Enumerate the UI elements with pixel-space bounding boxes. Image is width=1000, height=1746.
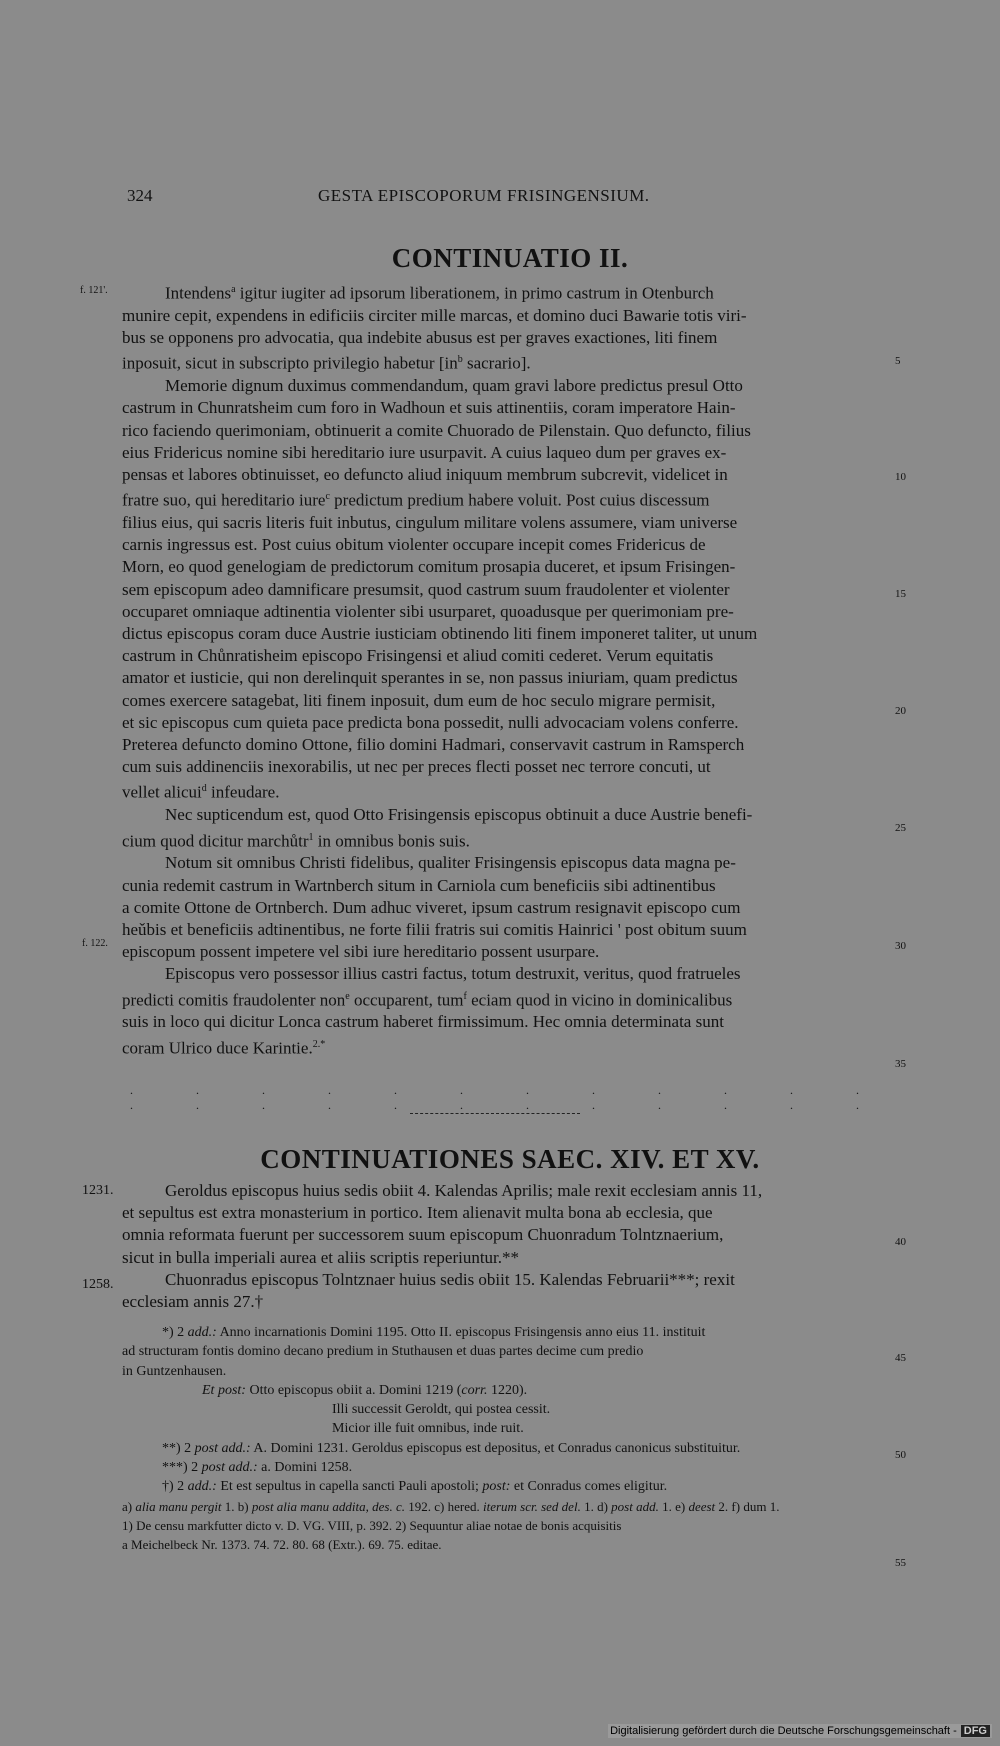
text-line: Morn, eo quod genelogiam de predictorum comitum prosapia duceret, et ipsum Frisingen- — [122, 557, 736, 577]
footnote-line: ***) 2 post add.: a. Domini 1258. — [162, 1460, 353, 1476]
text-line: castrum in Chůnratisheim episcopo Frisingensi et aliud comiti cederet. Verum equitatis — [122, 646, 714, 666]
footnote-line: Et post: Otto episcopus obiit a. Domini 1219 (corr. 1220). — [202, 1382, 528, 1398]
text-line: cum suis addinenciis inexorabilis, ut nec per preces flecti posset nec terrore concuti, ut — [122, 757, 711, 777]
text-line: amator et iusticie, qui non derelinquit sperantes in se, non passus iniuriam, quam predictus — [122, 668, 738, 688]
text-line: rico faciendo querimoniam, obtinuerit a comite Chuorado de Pilenstain. Quo defuncto, filius — [122, 420, 751, 440]
section-title-continuatio: CONTINUATIO II. — [391, 243, 629, 273]
text-line: suis in loco qui dicitur Lonca castrum haberet firmissimum. Hec omnia determinata sunt — [122, 1012, 724, 1032]
margin-year: 1231. — [82, 1183, 114, 1198]
text-line: cium quod dicitur marchůtr$^1$ in omnibus bonis suis. — [122, 831, 470, 851]
continuatio-text — [122, 279, 888, 1060]
text-line: heǔbis et beneficiis adtinentibus, ne forte filii fratris sui comitis Hainrici ' post obitum suum — [122, 919, 747, 939]
line-number: 10 — [895, 471, 906, 483]
text-line: castrum in Chunratsheim cum foro in Wadhoun et suis attinentiis, coram imperatore Hain- — [122, 398, 736, 418]
text-line: sem episcopum adeo damnificare presumsit, quod castrum suum fraudolenter et violenter — [122, 579, 730, 599]
text-line: Intendens$^a$ igitur iugiter ad ipsorum liberationem, in primo castrum in Otenburch — [165, 283, 714, 303]
line-number: 5 — [895, 355, 901, 367]
text-line: a comite Ottone de Ortnberch. Dum adhuc viveret, ipsum castrum resignavit episcopo cum — [122, 897, 741, 917]
text-line: pensas et labores obtinuisset, eo defuncto aliud iniquum membrum subcrevit, videlicet in — [122, 464, 728, 484]
text-line: munire cepit, expendens in edificiis circiter mille marcas, et domino duci Bawarie totis viri- — [122, 305, 747, 325]
footnote-line: Illi successit Geroldt, qui postea cessit. — [332, 1402, 551, 1418]
section-title-continuationes: CONTINUATIONES SAEC. XIV. ET XV. — [260, 1144, 760, 1174]
footnote-line: a Meichelbeck Nr. 1373. 74. 72. 80. 68 (Extr.). 69. 75. editae. — [122, 1537, 442, 1553]
line-number: 15 — [895, 588, 906, 600]
text-line: episcopum possent impetere vel sibi iure hereditario possent usurpare. — [122, 942, 600, 962]
footnote-line: ad structuram fontis domino decano predium in Stuthausen et duas partes decime cum predio — [122, 1344, 644, 1360]
footnote-line: **) 2 post add.: A. Domini 1231. Geroldus episcopus est depositus, et Conradus canonicus substituitur. — [162, 1440, 741, 1456]
text-line: sicut in bulla imperiali aurea et aliis scriptis reperiuntur.** — [122, 1247, 520, 1267]
text-line: Chuonradus episcopus Tolntznaer huius sedis obiit 15. Kalendas Februarii***; rexit — [165, 1269, 735, 1289]
text-line: occuparet omniaque adtinentia violenter sibi usurparet, quoadusque per querimoniam pre- — [122, 601, 734, 621]
dfg-logo: DFG — [961, 1725, 990, 1737]
page-number: 324 — [127, 186, 153, 205]
line-number: 30 — [895, 940, 906, 952]
text-line: omnia reformata fuerunt per successorem suum episcopum Chuonradum Tolntznaerium, — [122, 1225, 724, 1245]
footnotes — [122, 1323, 892, 1555]
footnote-line: Micior ille fuit omnibus, inde ruit. — [332, 1421, 524, 1437]
text-line: inposuit, sicut in subscripto privilegio habetur [$in^b$ sacrario]. — [122, 353, 531, 373]
line-number: 25 — [895, 822, 906, 834]
text-line: bus se opponens pro advocatia, qua indebite abusus est per graves exactiones, liti finem — [122, 328, 718, 348]
margin-year: 1258. — [82, 1277, 114, 1292]
text-line: Notum sit omnibus Christi fidelibus, qualiter Frisingensis episcopus data magna pe- — [165, 853, 736, 873]
text-line: et sic episcopus cum quieta pace predicta bona possedit, nulli advocaciam volens conferre. — [122, 712, 739, 732]
running-title: GESTA EPISCOPORUM FRISINGENSIUM. — [318, 186, 650, 205]
text-line: predicti comitis fraudolenter non$^e$ occuparent, tum$^f$ eciam quod in vicino in dominicalibus — [122, 990, 733, 1010]
text-line: coram Ulrico duce Karintie.$^{2.*}$ — [122, 1038, 326, 1058]
footnote-line: 1) De censu markfutter dicto v. D. VG. VIII, p. 392. 2) Sequuntur aliae notae de bonis acquisitis — [122, 1517, 622, 1533]
text-line: Nec supticendum est, quod Otto Frisingensis episcopus obtinuit a duce Austrie benefi- — [165, 805, 753, 825]
continuationes-text — [122, 1180, 888, 1313]
line-number: 45 — [895, 1352, 906, 1364]
line-number: 50 — [895, 1449, 906, 1461]
footnote-line: *) 2 add.: Anno incarnationis Domini 1195. Otto II. episcopus Frisingensis anno eius 11. instituit — [162, 1325, 706, 1340]
line-number: 20 — [895, 705, 906, 717]
footnote-line: in Guntzenhausen. — [122, 1363, 227, 1379]
text-line: Episcopus vero possessor illius castri factus, totum destruxit, veritus, quod fratrueles — [165, 964, 741, 984]
text-line: Geroldus episcopus huius sedis obiit 4. Kalendas Aprilis; male rexit ecclesiam annis 11, — [165, 1181, 763, 1200]
text-line: Preterea defuncto domino Ottone, filio domini Hadmari, conservavit castrum in Ramsperch — [122, 735, 745, 755]
running-header — [0, 186, 1000, 210]
text-line: carnis ingressus est. Post cuius obitum violenter occupare incepit comes Fridericus de — [122, 535, 706, 555]
text-line: fratre suo, qui hereditario iure$^c$ predictum predium habere voluit. Post cuius discessum — [122, 490, 710, 510]
ellipsis-dots: . . . . . . . . . . . . . . . . . . . . . . . . — [130, 1083, 889, 1112]
text-line: filius eius, qui sacris literis fuit inbutus, cingulum militare volens assumere, viam universe — [122, 513, 738, 532]
line-number: 55 — [895, 1557, 906, 1569]
margin-folio-ref: f. 122. — [82, 938, 108, 949]
text-line: comes exercere satagebat, liti finem inposuit, dum eum de hoc seculo migrare permisit, — [122, 690, 716, 710]
footnote-line: †) 2 add.: Et est sepultus in capella sancti Pauli apostoli; post: et Conradus comes eligitur. — [162, 1479, 668, 1495]
credit-text: Digitalisierung gefördert durch die Deutsche Forschungsgemeinschaft - — [610, 1725, 957, 1737]
footnote-line: a) alia manu pergit 1. b) post alia manu addita, des. c. 192. c) hered. iterum scr. sed del. 1. d) post add. 1. e) deest 2. f) dum 1. — [122, 1498, 780, 1514]
text-line: et sepultus est extra monasterium in portico. Item alienavit multa bona ab ecclesia, que — [122, 1203, 713, 1223]
text-line: vellet alicui$^d$ infeudare. — [122, 783, 280, 803]
line-number: 40 — [895, 1236, 906, 1248]
line-number: 35 — [895, 1058, 906, 1070]
text-line: ecclesiam annis 27.† — [122, 1292, 264, 1312]
text-line: cunia redemit castrum in Wartnberch situm in Carniola cum beneficiis sibi adtinentibus — [122, 875, 716, 895]
section-divider — [410, 1113, 580, 1115]
digitization-credit — [608, 1724, 992, 1738]
text-line: Memorie dignum duximus commendandum, quam gravi labore predictus presul Otto — [165, 376, 743, 396]
margin-folio-ref: f. 121'. — [80, 285, 108, 296]
text-line: eius Fridericus nomine sibi hereditario iure usurpavit. A cuius laqueo dum per graves ex- — [122, 442, 727, 462]
text-line: dictus episcopus coram duce Austrie iusticiam obtinendo liti finem imponeret taliter, ut unum — [122, 624, 758, 644]
